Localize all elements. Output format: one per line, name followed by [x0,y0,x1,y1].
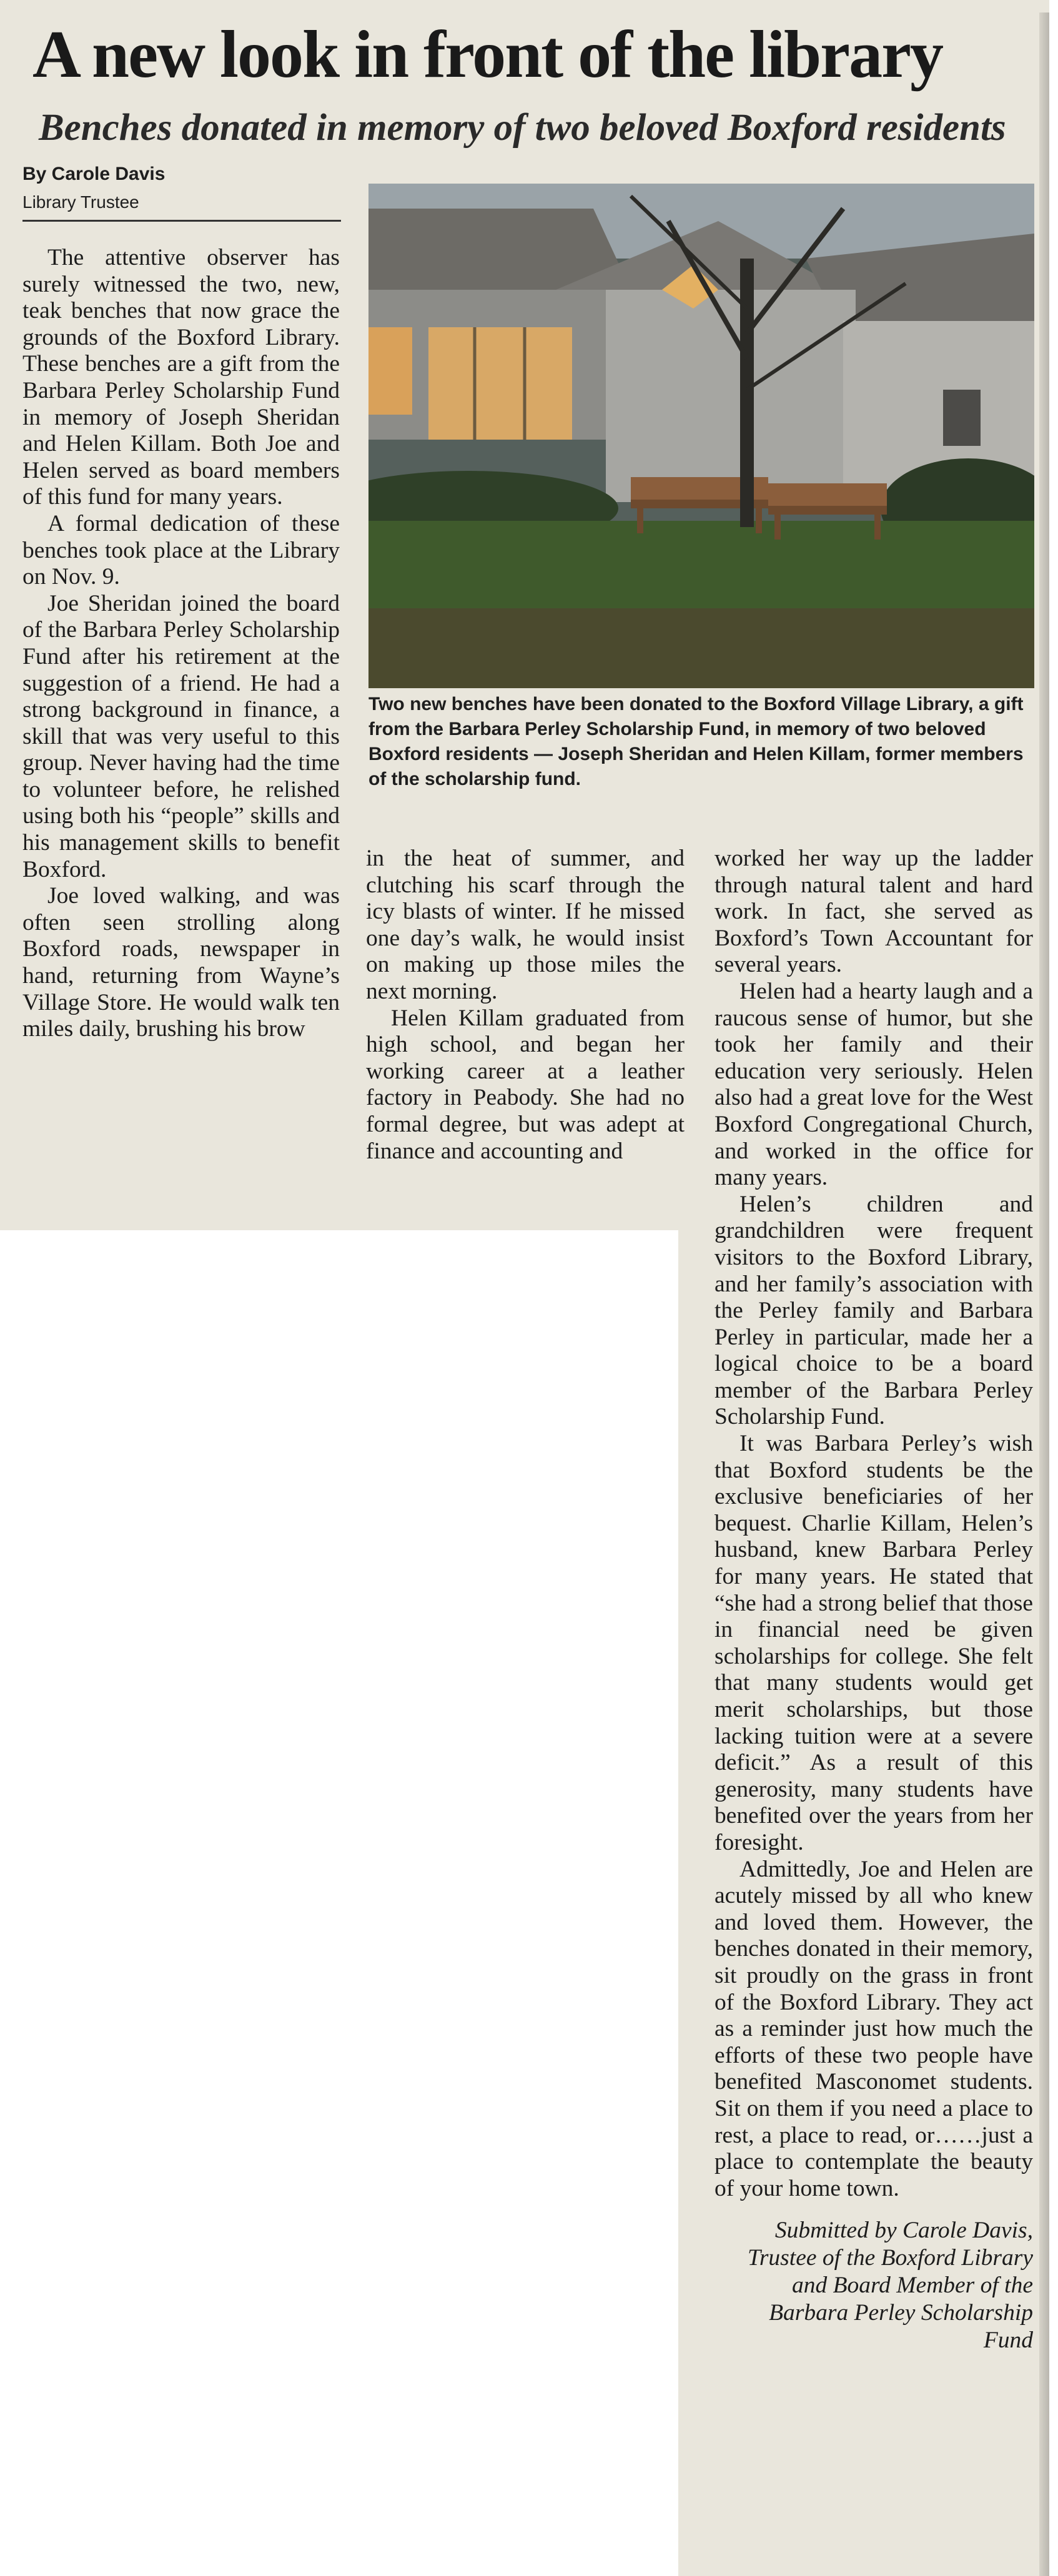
paragraph: Joe Sheridan joined the board of the Barbara Perley Scholarship Fund after his retirement at the suggestion of a friend. He had a strong background in finance, a skill that was very useful to this group. Never having had the time to volunteer before, he relished using both his “people” skills and his management skills to benefit Boxford. [22,590,340,882]
paragraph: in the heat of summer, and clutching his scarf through the icy blasts of winter. If he missed one day’s walk, he would insist on making up those miles the next morning. [366,846,685,1004]
paragraph: Helen’s children and grandchildren were frequent visitors to the Boxford Library, and her family’s association with the Perley family and Barbara Perley in particular, made her a logical choice to be a board member of the Barbara Perley Scholarship Fund. [714,1191,1033,1430]
byline-divider [22,220,341,222]
paragraph: worked her way up the ladder through natural talent and hard work. In fact, she served as Boxford’s Town Accountant for several years. [714,846,1033,978]
library-benches-image [368,184,1034,688]
paragraph: The attentive observer has surely witnessed the two, new, teak benches that now grace the grounds of the Boxford Library. These benches are a gift from the Barbara Perley Scholarship Fund in memory of Joseph Sheridan and Helen Killam. Both Joe and Helen served as board members of this fund for many years. [22,245,340,510]
paragraph: A formal dedication of these benches took place at the Library on Nov. 9. [22,510,340,590]
subheadline: Benches donated in memory of two beloved Boxford residents [39,107,1006,149]
paragraph: Admittedly, Joe and Helen are acutely missed by all who knew and loved them. However, the benches donated in their memory, sit proudly on the grass in front of the Boxford Library. They act as a reminder just how much the efforts of these two people have benefited Masconomet students. Sit on them if you need a place to rest, a place to read, or……just a place to contemplate the beauty of your home town. [714,1856,1033,2201]
headline: A new look in front of the library [32,17,943,92]
byline-author: By Carole Davis [22,164,166,184]
article-column-1 [22,245,340,1043]
article-column-2 [366,846,685,1165]
paragraph: Helen had a hearty laugh and a raucous sense of humor, but she took her family and their education very seriously. Helen also had a great love for the West Boxford Congregational Church, and worked in the office for many years. [714,978,1033,1191]
paragraph: It was Barbara Perley’s wish that Boxford students be the exclusive beneficiaries of her bequest. Charlie Killam, Helen’s husband, knew Barbara Perley for many years. He stated that “she had a strong belief that those in financial need be given scholarships for college. She felt that many students would get merit scholarships, but those lacking tuition were at a severe deficit.” As a result of this generosity, many students have benefited over the years from her foresight. [714,1431,1033,1855]
photo-caption: Two new benches have been donated to the Boxford Village Library, a gift from the Barbara Perley Scholarship Fund, in memory of two beloved Boxford residents — Joseph Sheridan and Helen Killam, former members of the scholarship fund. [368,694,1024,789]
library-photo [368,184,1034,688]
page-edge-shadow [1039,12,1049,2576]
paragraph: Helen Killam graduated from high school, and began her working career at a leather factory in Peabody. She had no formal degree, but was adept at finance and accounting and [366,1005,685,1164]
article-column-3 [714,846,1033,2354]
paragraph: Joe loved walking, and was often seen strolling along Boxford roads, newspaper in hand, returning from Wayne’s Village Store. He would walk ten miles daily, brushing his brow [22,883,340,1042]
byline-title: Library Trustee [22,192,139,212]
signoff: Submitted by Carole Davis, Trustee of the Boxford Library and Board Member of the Barbara Perley Scholarship Fund [748,2218,1033,2354]
